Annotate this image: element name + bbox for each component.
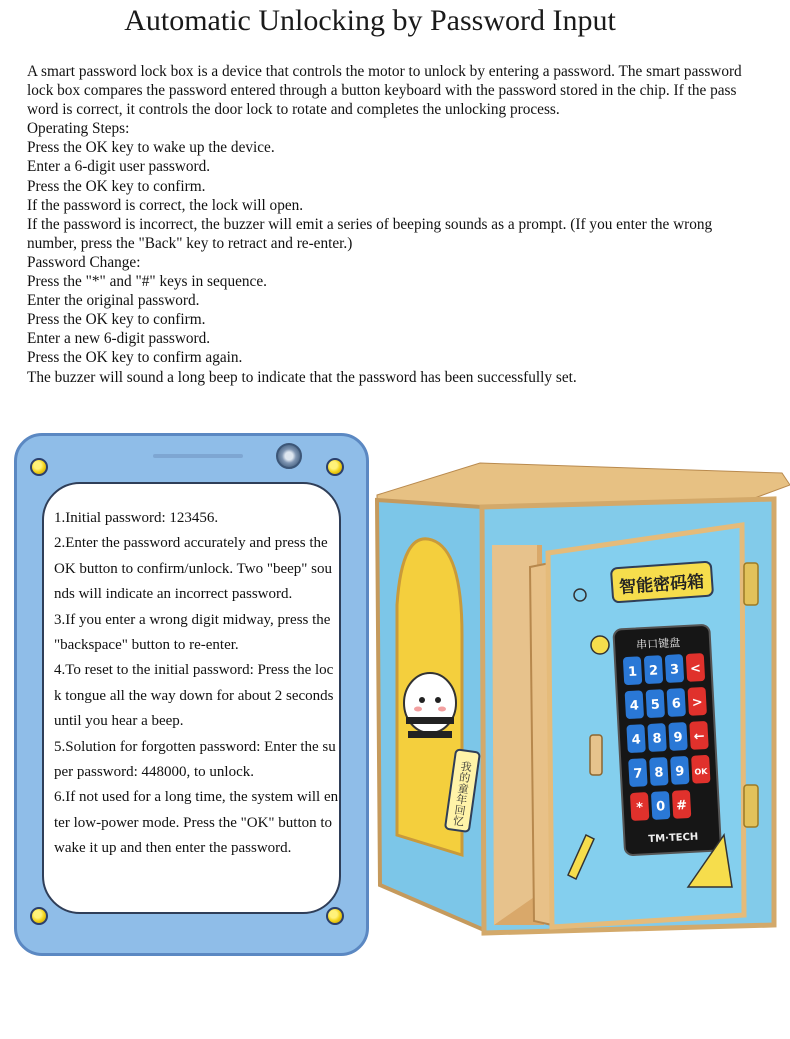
screw-icon — [30, 458, 48, 476]
card-note-panel — [42, 482, 341, 914]
keypad-key-label: 5 — [650, 697, 661, 713]
keypad — [613, 625, 721, 856]
change-step: Enter a new 6-digit password. — [27, 330, 211, 348]
keypad-key-label: 0 — [655, 799, 666, 815]
screw-icon — [326, 907, 344, 925]
change-step: Press the "*" and "#" keys in sequence. — [27, 273, 267, 291]
keypad-key-label: 8 — [654, 765, 664, 781]
lock-box-photo — [372, 455, 790, 955]
lightbulb-icon — [591, 636, 609, 654]
operating-heading: Operating Steps: — [27, 120, 130, 138]
card-note: 4.To reset to the initial password: Press the lock tongue all the way down for about 2 seconds until you hear a beep. — [54, 662, 334, 730]
card-note: 3.If you enter a wrong digit midway, press the "backspace" button to re-enter. — [54, 611, 331, 654]
keypad-key-label: 8 — [652, 731, 663, 747]
latch-icon — [590, 735, 602, 775]
keypad-key-label: 4 — [629, 698, 640, 714]
hinge-icon — [744, 785, 758, 827]
card-note: 5.Solution for forgotten password: Enter the super password: 448000, to unlock. — [54, 738, 336, 781]
keypad-key-label: 7 — [633, 766, 643, 782]
change-step: The buzzer will sound a long beep to indicate that the password has been successfully set. — [27, 368, 577, 386]
keypad-key-label: 1 — [627, 664, 638, 680]
keypad-key-label: 3 — [669, 662, 680, 678]
page-title: Automatic Unlocking by Password Input — [124, 4, 616, 37]
keypad-key-label: * — [635, 800, 644, 816]
intro-text — [27, 62, 747, 387]
card-note: 6.If not used for a long time, the system will enter low-power mode. Press the "OK" button to wake it up and then enter the password. — [54, 789, 339, 857]
keypad-key-label: 9 — [674, 764, 685, 780]
hinge-icon — [744, 563, 758, 605]
change-step: Enter the original password. — [27, 292, 200, 310]
change-heading: Password Change: — [27, 253, 141, 271]
brand-label: TM·TECH — [648, 831, 699, 846]
card-mark — [153, 454, 243, 458]
operating-step: Press the OK key to confirm. — [27, 177, 206, 195]
keypad-key-label: 9 — [673, 730, 684, 746]
door-sign-text: 智能密码箱 — [618, 572, 705, 598]
keypad-label: 串口键盘 — [635, 636, 681, 652]
keypad-key-label: ← — [693, 729, 705, 745]
operating-step: If the password is incorrect, the buzzer will emit a series of beeping sounds as a prompt. (If you enter the wrong number, press the "Back" key to retract and re-enter.) — [27, 215, 713, 252]
keypad-key-label: 4 — [631, 732, 642, 748]
keypad-key-label: 6 — [671, 696, 682, 712]
keypad-key-label: 2 — [648, 663, 659, 679]
intro-description: A smart password lock box is a device that controls the motor to unlock by entering a password. The smart password lock box compares the password entered through a button keyboard with the password stored in the chip. If the password is correct, it controls the door lock to rotate and completes the unlocking process. — [27, 63, 742, 119]
keypad-key-label: > — [691, 695, 704, 711]
operating-step: If the password is correct, the lock will open. — [27, 196, 304, 214]
operating-step: Press the OK key to wake up the device. — [27, 139, 275, 157]
card-note: 2.Enter the password accurately and press the OK button to confirm/unlock. Two "beep" sounds will indicate an incorrect password. — [54, 535, 332, 603]
keypad-key-label: OK — [694, 766, 708, 777]
side-sign-text: 我的童年回忆 — [450, 759, 474, 828]
screw-icon — [30, 907, 48, 925]
change-step: Press the OK key to confirm again. — [27, 349, 243, 367]
screw-icon — [326, 458, 344, 476]
knob-icon — [276, 443, 302, 469]
card-notes — [54, 506, 339, 862]
instruction-card — [14, 433, 369, 956]
operating-step: Enter a 6-digit user password. — [27, 158, 211, 176]
change-step: Press the OK key to confirm. — [27, 311, 206, 329]
keypad-key-label: # — [675, 798, 688, 814]
card-note: 1.Initial password: 123456. — [54, 510, 219, 526]
keypad-key-label: < — [689, 661, 702, 677]
